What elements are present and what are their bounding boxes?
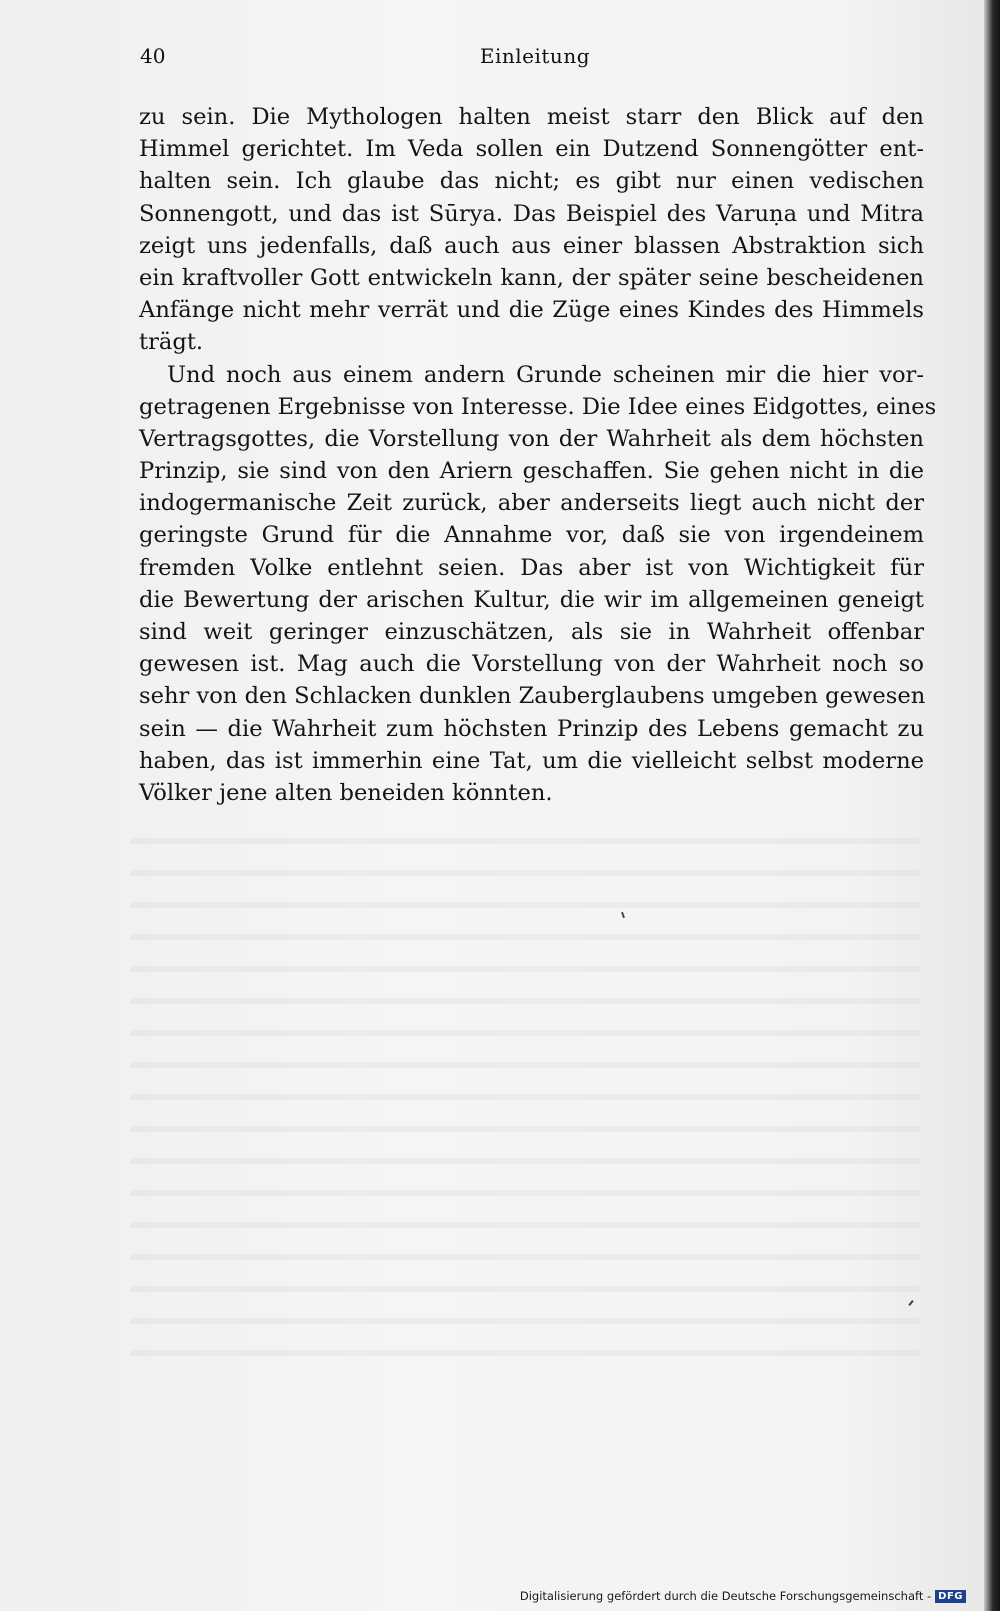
text-line: Vertragsgottes, die Vorstellung von der Wahrheit als dem höchsten xyxy=(139,425,924,452)
text-line: geringste Grund für die Annahme vor, daß sie von irgendeinem xyxy=(139,522,924,549)
dfg-logo: DFG xyxy=(935,1590,966,1603)
paragraph-2 xyxy=(139,359,937,810)
text-line: trägt. xyxy=(139,329,204,356)
running-head xyxy=(140,44,930,74)
text-line: fremden Volke entlehnt seien. Das aber ist von Wichtigkeit für xyxy=(139,554,924,581)
text-line: sehr von den Schlacken dunklen Zauberglaubens umgeben gewesen xyxy=(139,683,926,710)
text-line: Himmel gerichtet. Im Veda sollen ein Dutzend Sonnengötter ent- xyxy=(139,136,924,163)
text-line: zu sein. Die Mythologen halten meist starr den Blick auf den xyxy=(139,104,924,130)
digitization-footer xyxy=(520,1587,966,1605)
chapter-title: Einleitung xyxy=(479,44,590,68)
body-text xyxy=(139,101,937,809)
text-line: zeigt uns jedenfalls, daß auch aus einer blassen Abstraktion sich xyxy=(139,232,924,259)
text-line: halten sein. Ich glaube das nicht; es gibt nur einen vedischen xyxy=(139,168,924,195)
text-line: sein — die Wahrheit zum höchsten Prinzip des Lebens gemacht zu xyxy=(139,715,924,742)
text-line: gewesen ist. Mag auch die Vorstellung von der Wahrheit noch so xyxy=(139,651,924,678)
text-line: sind weit geringer einzuschätzen, als sie in Wahrheit offenbar xyxy=(139,619,924,645)
text-line: Anfänge nicht mehr verrät und die Züge eines Kindes des Himmels xyxy=(139,297,924,324)
text-line: Prinzip, sie sind von den Ariern geschaffen. Sie gehen nicht in die xyxy=(139,458,924,485)
page-spine-shadow xyxy=(984,0,1000,1611)
text-line: Völker jene alten beneiden könnten. xyxy=(139,779,553,806)
text-line: ein kraftvoller Gott entwickeln kann, der später seine bescheidenen xyxy=(139,264,924,291)
page-number: 40 xyxy=(140,44,166,68)
text-line: getragenen Ergebnisse von Interesse. Die Idee eines Eidgottes, eines xyxy=(139,393,937,420)
footer-credit-text: Digitalisierung gefördert durch die Deutsche Forschungsgemeinschaft - xyxy=(519,1589,932,1603)
text-line: indogermanische Zeit zurück, aber anderseits liegt auch nicht der xyxy=(139,490,924,517)
text-line: Sonnengott, und das ist Sūrya. Das Beispiel des Varuṇa und Mitra xyxy=(139,200,924,227)
bleed-through-shadow xyxy=(130,820,920,1380)
text-line: die Bewertung der arischen Kultur, die wir im allgemeinen geneigt xyxy=(139,586,924,613)
text-line: haben, das ist immerhin eine Tat, um die vielleicht selbst moderne xyxy=(139,747,924,774)
paragraph-1 xyxy=(139,101,924,359)
text-line: Und noch aus einem andern Grunde scheinen mir die hier vor- xyxy=(167,361,924,388)
